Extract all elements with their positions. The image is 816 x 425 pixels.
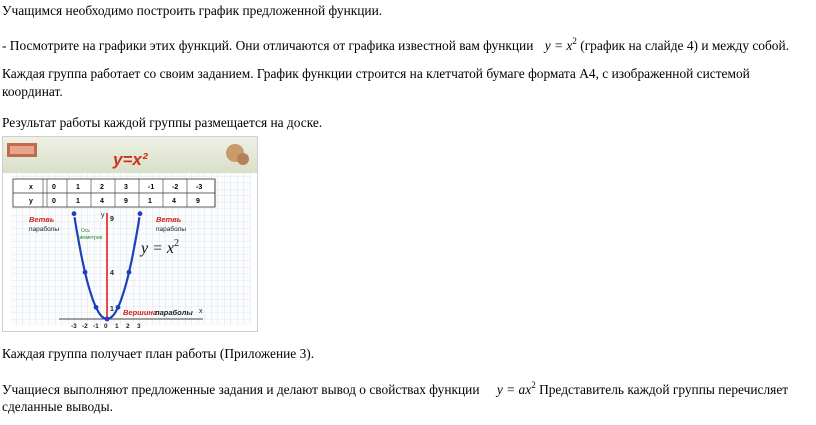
paragraph-conclusion (2, 376, 788, 399)
tick-y-9: 9 (110, 216, 114, 223)
slide-image (2, 136, 258, 332)
formula-y-x2: $y = x^2$ (544, 36, 577, 53)
table-x-value-4: -1 (148, 184, 155, 191)
value-table (13, 179, 215, 207)
paragraph-conclusion-2: сделанные выводы. (2, 399, 113, 414)
x-tick-label: -2 (82, 323, 88, 330)
label-axis-symmetry-1: Ось (81, 228, 90, 234)
tick-y-1: 1 (110, 306, 114, 313)
paragraph-group-work-2: координат. (2, 84, 63, 99)
label-x-axis: x (199, 308, 203, 315)
compare-text-before: - Посмотрите на графики этих функций. Они отличаются от графика известной вам функции (2, 38, 534, 53)
label-vertex: Вершина (123, 308, 158, 317)
label-axis-symmetry-2: симметрии (77, 235, 103, 241)
parabola-point (138, 211, 143, 216)
table-x-value-0: 0 (52, 184, 56, 191)
x-tick-label: 1 (115, 323, 119, 330)
table-y-label: y (29, 198, 33, 205)
table-y-value-2: 4 (100, 198, 104, 205)
parabola-point (105, 317, 110, 322)
table-x-value-1: 1 (76, 184, 80, 191)
label-branch-right: Ветвь (156, 215, 182, 224)
table-y-value-4: 1 (148, 198, 152, 205)
x-tick-label: 3 (137, 323, 141, 330)
parabola-point (116, 305, 121, 310)
slide-formula: $y = x^2$ (141, 238, 179, 257)
label-branch-right-sub: параболы (156, 226, 187, 233)
paragraph-results: Результат работы каждой группы размещается на доске. (2, 115, 323, 130)
table-x-label: x (29, 184, 33, 191)
slide-title: y=x² (113, 150, 148, 169)
table-y-value-1: 1 (76, 198, 80, 205)
parabola-point (127, 270, 132, 275)
table-y-value-0: 0 (52, 198, 56, 205)
paragraph-intro: Учащимся необходимо построить график предложенной функции. (2, 3, 383, 18)
table-y-value-3: 9 (124, 198, 128, 205)
parabola-point (72, 211, 77, 216)
label-y-axis: y (101, 212, 105, 219)
x-tick-label: 2 (126, 323, 130, 330)
label-branch-left-sub: параболы (29, 226, 60, 233)
table-x-value-2: 2 (100, 184, 104, 191)
label-branch-left: Ветвь (29, 215, 55, 224)
paragraph-group-work: Каждая группа работает со своим заданием. График функции строится на клетчатой бумаге формата А4, с изображенной системой (2, 66, 750, 81)
label-vertex-sub: параболы (155, 308, 193, 317)
x-tick-label: 0 (104, 323, 108, 330)
paragraph-plan: Каждая группа получает план работы (Приложение 3). (2, 346, 315, 361)
table-x-value-6: -3 (196, 184, 203, 191)
table-x-value-3: 3 (124, 184, 128, 191)
x-tick-label: -1 (93, 323, 99, 330)
paragraph-compare (2, 32, 789, 55)
x-tick-label: -3 (71, 323, 77, 330)
parabola-point (94, 305, 99, 310)
formula-y-ax2: $y = ax^2$ (496, 380, 536, 397)
conclusion-text-before: Учащиеся выполняют предложенные задания и делают вывод о свойствах функции (2, 382, 480, 397)
table-y-value-5: 4 (172, 198, 176, 205)
conclusion-text-after: Представитель каждой группы перечисляет (539, 382, 789, 397)
table-y-value-6: 9 (196, 198, 200, 205)
parabola-point (83, 270, 88, 275)
table-x-value-5: -2 (172, 184, 179, 191)
tick-y-4: 4 (110, 270, 114, 277)
compare-text-after: (график на слайде 4) и между собой. (580, 38, 790, 53)
